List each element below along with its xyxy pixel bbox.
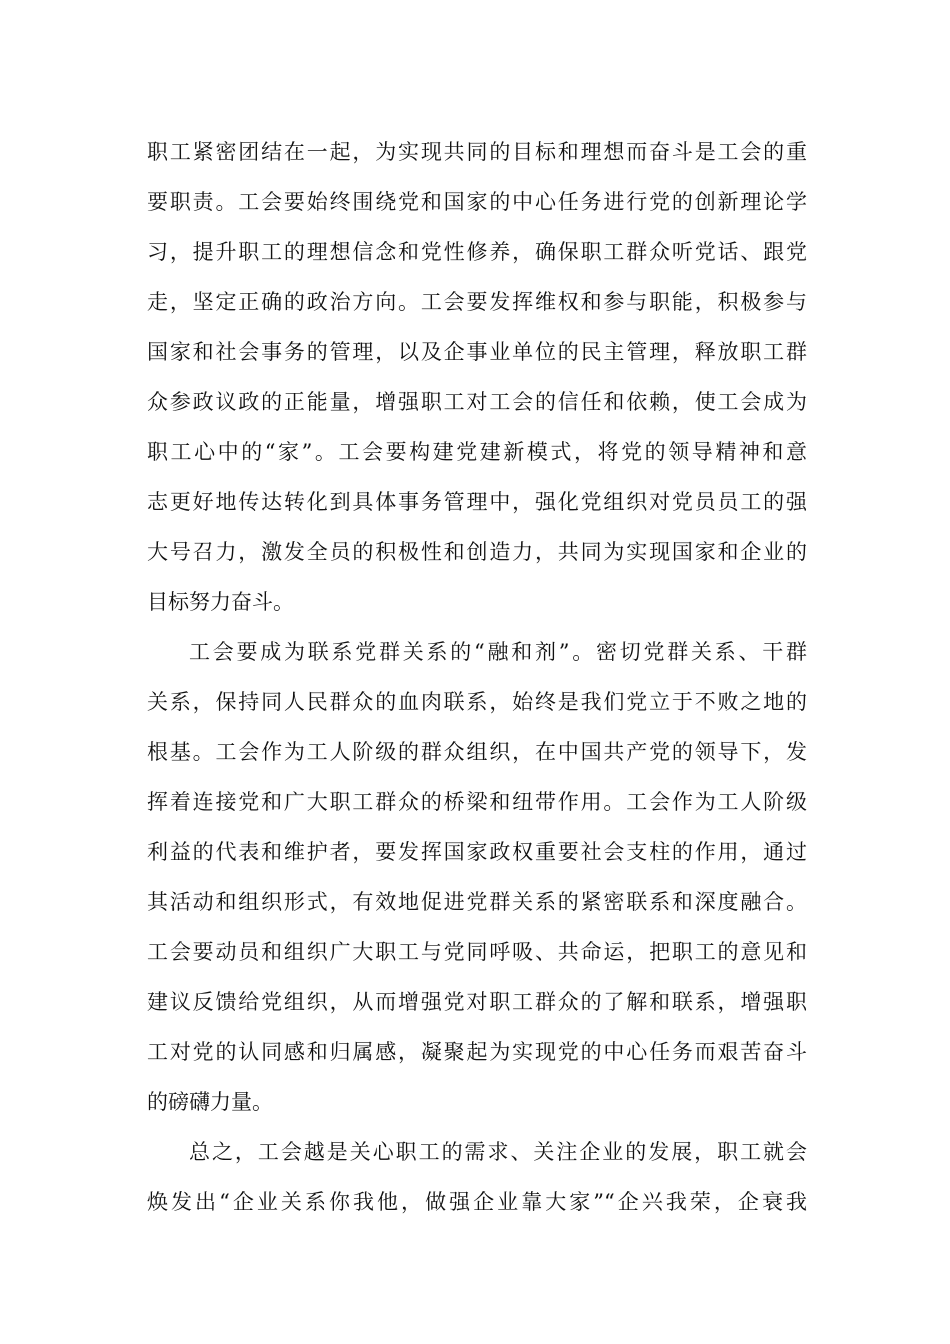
text-line: 的磅礴力量。 <box>147 1090 273 1114</box>
text-line: 工会要动员和组织广大职工与党同呼吸、共命运，把职工的意见和 <box>147 940 807 964</box>
text-line: 建议反馈给党组织，从而增强党对职工群众的了解和联系，增强职 <box>147 990 807 1014</box>
text-line: 关系，保持同人民群众的血肉联系，始终是我们党立于不败之地的 <box>147 690 807 714</box>
text-line: 工对党的认同感和归属感，凝聚起为实现党的中心任务而艰苦奋斗 <box>147 1040 807 1064</box>
text-line: 大号召力，激发全员的积极性和创造力，共同为实现国家和企业的 <box>147 540 807 564</box>
text-line: 根基。工会作为工人阶级的群众组织，在中国共产党的领导下，发 <box>147 740 807 764</box>
text-line: 要职责。工会要始终围绕党和国家的中心任务进行党的创新理论学 <box>147 190 807 214</box>
paragraph-start-line: 总之，工会越是关心职工的需求、关注企业的发展，职工就会 <box>189 1140 807 1164</box>
text-line: 利益的代表和维护者，要发挥国家政权重要社会支柱的作用，通过 <box>147 840 807 864</box>
text-line: 国家和社会事务的管理，以及企事业单位的民主管理，释放职工群 <box>147 340 807 364</box>
text-line: 志更好地传达转化到具体事务管理中，强化党组织对党员员工的强 <box>147 490 807 514</box>
text-line: 挥着连接党和广大职工群众的桥梁和纽带作用。工会作为工人阶级 <box>147 790 807 814</box>
text-line: 目标努力奋斗。 <box>147 590 294 614</box>
text-line: 焕发出“企业关系你我他，做强企业靠大家”“企兴我荣，企衰我 <box>147 1190 807 1214</box>
paragraph-start-line: 工会要成为联系党群关系的“融和剂”。密切党群关系、干群 <box>189 640 807 664</box>
text-line: 习，提升职工的理想信念和党性修养，确保职工群众听党话、跟党 <box>147 240 807 264</box>
text-line: 职工心中的“家”。工会要构建党建新模式，将党的领导精神和意 <box>147 440 807 464</box>
text-line: 走，坚定正确的政治方向。工会要发挥维权和参与职能，积极参与 <box>147 290 807 314</box>
body-text <box>147 127 807 1227</box>
text-line: 其活动和组织形式，有效地促进党群关系的紧密联系和深度融合。 <box>147 890 807 914</box>
text-line: 职工紧密团结在一起，为实现共同的目标和理想而奋斗是工会的重 <box>147 140 807 164</box>
text-line: 众参政议政的正能量，增强职工对工会的信任和依赖，使工会成为 <box>147 390 807 414</box>
